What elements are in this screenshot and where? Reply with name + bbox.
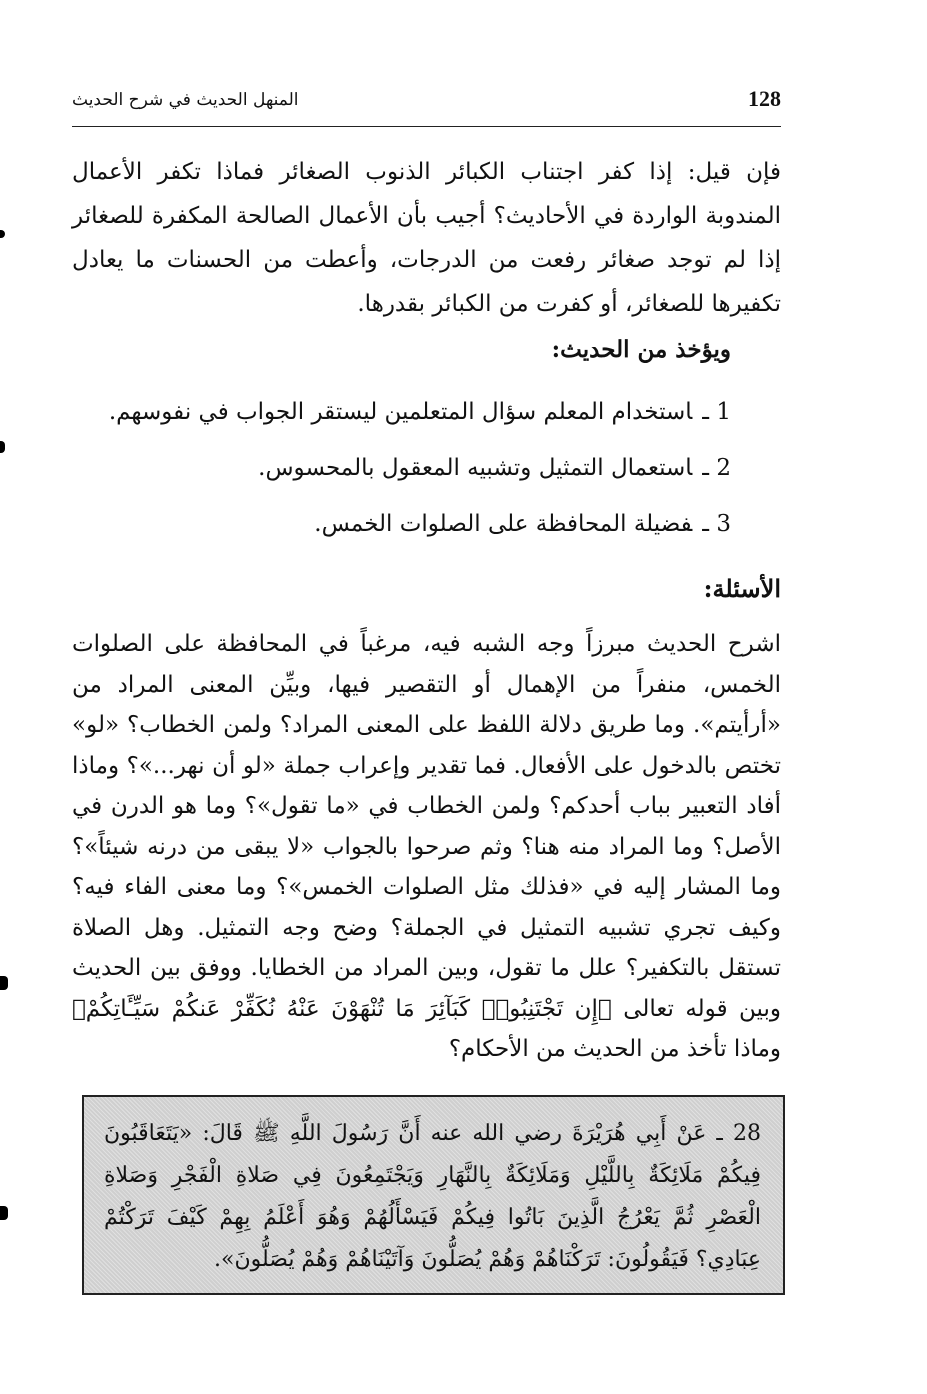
list-item bbox=[72, 384, 731, 440]
intro-paragraph: فإن قيل: إذا كفر اجتناب الكبائر الذنوب الصغائر فماذا تكفر الأعمال المندوبة الواردة في الأحاديث؟ أجيب بأن الأعمال الصالحة المكفرة للصغائر إذا لم توجد صغائر رفعت من الدرجات، وأعطت من الحسنات ما يعادل تكفيرها للصغائر، أو كفرت من الكبائر بقدرها. bbox=[72, 159, 781, 317]
list-item-text: استخدام المعلم سؤال المتعلمين ليستقر الجواب في نفوسهم. bbox=[108, 399, 693, 425]
list-item-number: 1 ـ bbox=[702, 399, 731, 425]
running-title: المنهل الحديث في شرح الحديث bbox=[72, 90, 299, 110]
list-item-number: 2 ـ bbox=[702, 455, 731, 481]
list-item-text: استعمال التمثيل وتشبيه المعقول بالمحسوس. bbox=[258, 455, 693, 481]
lessons-list bbox=[72, 384, 731, 552]
list-item bbox=[72, 496, 731, 552]
scan-margin-mark bbox=[0, 230, 5, 238]
hadith-text: 28 ـ عَنْ أَبِي هُرَيْرَةَ رضي الله عنه أَنَّ رَسُولَ اللَّهِ ﷺ قَالَ: «يَتَعَاقَبُونَ فِيكُمْ مَلَائِكَةٌ بِاللَّيْلِ وَمَلَائِكَةٌ بِالنَّهَارِ وَيَجْتَمِعُونَ فِي صَلاةِ الْفَجْرِ وَصَلاةِ الْعَصْرِ ثُمَّ يَعْرُجُ الَّذِينَ بَاتُوا فِيكُمْ فَيَسْأَلُهُمْ وَهُوَ أَعْلَمُ بِهِمْ كَيْفَ تَرَكْتُمْ عِبَادِي؟ فَيَقُولُونَ: تَرَكْنَاهُمْ وَهُمْ يُصَلُّونَ وَآتَيْنَاهُمْ وَهُمْ يُصَلُّونَ». bbox=[104, 1121, 761, 1272]
scan-margin-mark bbox=[0, 1206, 8, 1220]
scan-margin-mark bbox=[0, 976, 8, 990]
list-item-text: فضيلة المحافظة على الصلوات الخمس. bbox=[314, 511, 693, 537]
page-header bbox=[72, 82, 781, 127]
quran-verse: ﴿إِن تَجْتَنِبُوا۟ كَبَآئِرَ مَا تُنْهَوْنَ عَنْهُ نُكَفِّرْ عَنكُمْ سَيِّـَٔاتِكُمْ﴾ bbox=[72, 995, 612, 1022]
list-item bbox=[72, 440, 731, 496]
lessons-heading: ويؤخذ من الحديث: bbox=[551, 336, 731, 363]
questions-text-end: وماذا تأخذ من الحديث من الأحكام؟ bbox=[448, 1036, 781, 1062]
questions-text: اشرح الحديث مبرزاً وجه الشبه فيه، مرغباً في المحافظة على الصلوات الخمس، منفراً من الإهمال أو التقصير فيها، وبيِّن المعنى المراد من «أرأيتم». وما طريق دلالة اللفظ على المعنى المراد؟ ولمن الخطاب؟ «لو» تختص بالدخول على الأفعال. فما تقدير وإعراب جملة «لو أن نهر...»؟ وماذا أفاد التعبير بباب أحدكم؟ ولمن الخطاب في «ما تقول»؟ وما هو الدرن في الأصل؟ وما المراد منه هنا؟ وثم صرحوا بالجواب «لا يبقى من درنه شيئاً»؟ وما المشار إليه في «فذلك مثل الصلوات الخمس»؟ وما معنى الفاء فيه؟ وكيف تجري تشبيه التمثيل في الجملة؟ وضح وجه التمثيل. وهل الصلاة تستقل بالتكفير؟ علل ما تقول، وبين المراد من الخطايا. ووفق بين الحديث وبين قوله تعالى bbox=[72, 631, 781, 1022]
list-item-number: 3 ـ bbox=[702, 511, 731, 537]
scan-margin-mark bbox=[0, 441, 5, 453]
hadith-box bbox=[82, 1095, 785, 1295]
questions-paragraph bbox=[72, 624, 781, 1070]
page-number: 128 bbox=[748, 86, 781, 111]
questions-heading: الأسئلة: bbox=[703, 574, 781, 603]
